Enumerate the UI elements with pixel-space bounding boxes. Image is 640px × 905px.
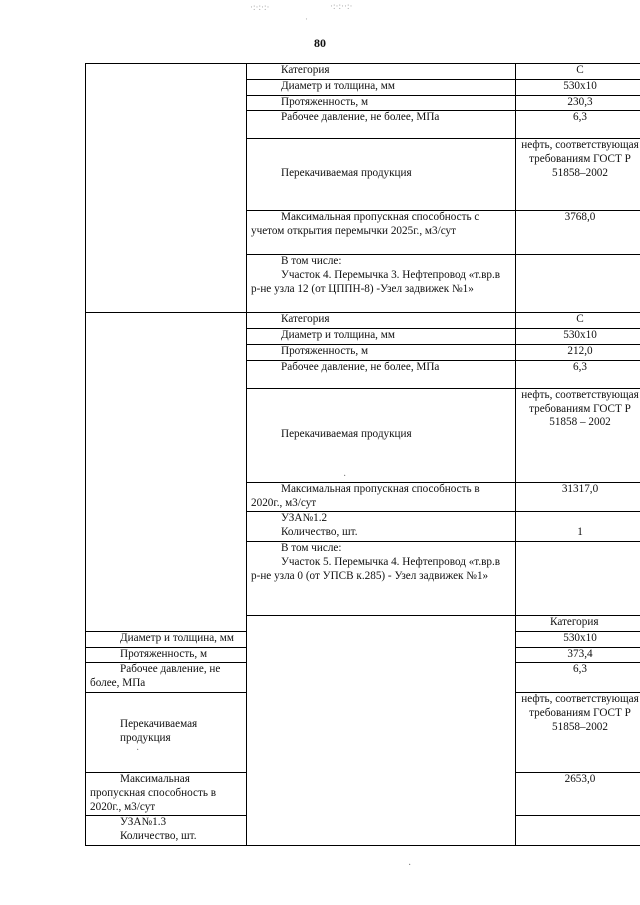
empty-cell: [516, 255, 640, 313]
product-value: нефть, соответствующая требованиям ГОСТ Р 51858–2002: [516, 139, 640, 211]
node-label: УЗА№1.2: [281, 512, 328, 525]
section-heading: [247, 255, 516, 313]
scan-speck: ·: [343, 471, 347, 482]
section-heading: [247, 541, 516, 615]
diameter-value: 530х10: [516, 329, 640, 345]
capacity-value: 2653,0: [516, 772, 640, 815]
section-intro: В том числе:: [281, 541, 342, 554]
pressure-value: 6,3: [516, 663, 640, 693]
category-label: Категория: [247, 313, 516, 329]
pipeline-spec-table: [85, 63, 640, 846]
product-value: нефть, соответствующая требованиям ГОСТ Р 51858–2002: [516, 692, 640, 772]
category-value: С: [516, 313, 640, 329]
count-label: Количество, шт.: [281, 526, 358, 539]
count-value: 1: [516, 512, 640, 542]
left-blank-column: [247, 615, 516, 845]
pressure-value: 6,3: [516, 360, 640, 388]
node-block: [86, 816, 247, 846]
product-label: Перекачиваемая продукция: [247, 388, 516, 482]
category-value: С: [516, 64, 640, 80]
category-label: Категория: [247, 64, 516, 80]
length-label: Протяженность, м: [247, 95, 516, 111]
length-value: 373,4: [516, 647, 640, 663]
scan-speck: ·: [408, 860, 412, 871]
diameter-label: Диаметр и толщина, мм: [247, 329, 516, 345]
left-blank-column: [86, 313, 247, 631]
section-intro: В том числе:: [281, 255, 342, 268]
category-label: Категория: [516, 615, 640, 631]
page-number: 80: [314, 36, 326, 50]
capacity-label: Максимальная пропускная способность в 2020г., м3/сут: [247, 482, 516, 512]
length-value: 212,0: [516, 344, 640, 360]
diameter-label: Диаметр и толщина, мм: [247, 79, 516, 95]
product-label: Перекачиваемая продукция: [86, 692, 247, 772]
diameter-value: 530х10: [516, 79, 640, 95]
section-title: Участок 4. Перемычка 3. Нефтепровод «т.вр.в р-не узла 12 (от ЦППН-8) -Узел задвижек №1»: [251, 269, 501, 295]
left-blank-column: [86, 64, 247, 313]
product-label: Перекачиваемая продукция: [247, 139, 516, 211]
length-value: 230,3: [516, 95, 640, 111]
count-label: Количество, шт.: [120, 830, 197, 843]
length-label: Протяженность, м: [86, 647, 247, 663]
product-value: нефть, соответствующая требованиям ГОСТ Р 51858 – 2002: [516, 388, 640, 482]
capacity-label: Максимальная пропускная способность в 2020г., м3/сут: [86, 772, 247, 815]
section-title: Участок 5. Перемычка 4. Нефтепровод «т.вр.в р-не узла 0 (от УПСВ к.285) - Узел задвижек №1»: [251, 555, 501, 582]
pressure-value: 6,3: [516, 111, 640, 139]
diameter-value: 530х10: [516, 631, 640, 647]
scan-smudge-2: ·:·:··:·: [330, 1, 353, 11]
empty-cell: [516, 541, 640, 615]
capacity-value: 31317,0: [516, 482, 640, 512]
capacity-value: 3768,0: [516, 211, 640, 255]
node-label: УЗА№1.3: [120, 816, 167, 829]
scan-artifact: [0, 0, 640, 40]
table-row: [86, 64, 640, 80]
count-value: [516, 816, 640, 846]
scan-smudge-1: ·:·:·:·: [250, 2, 270, 12]
scan-speck: ·: [136, 745, 140, 756]
node-block: [247, 512, 516, 542]
pressure-label: Рабочее давление, не более, МПа: [247, 360, 516, 388]
pressure-label: Рабочее давление, не более, МПа: [86, 663, 247, 693]
pressure-label: Рабочее давление, не более, МПа: [247, 111, 516, 139]
diameter-label: Диаметр и толщина, мм: [86, 631, 247, 647]
table-row: [86, 313, 640, 329]
scan-smudge-3: ·: [305, 14, 308, 24]
capacity-label: Максимальная пропускная способность с учетом открытия перемычки 2025г., м3/сут: [247, 211, 516, 255]
length-label: Протяженность, м: [247, 344, 516, 360]
